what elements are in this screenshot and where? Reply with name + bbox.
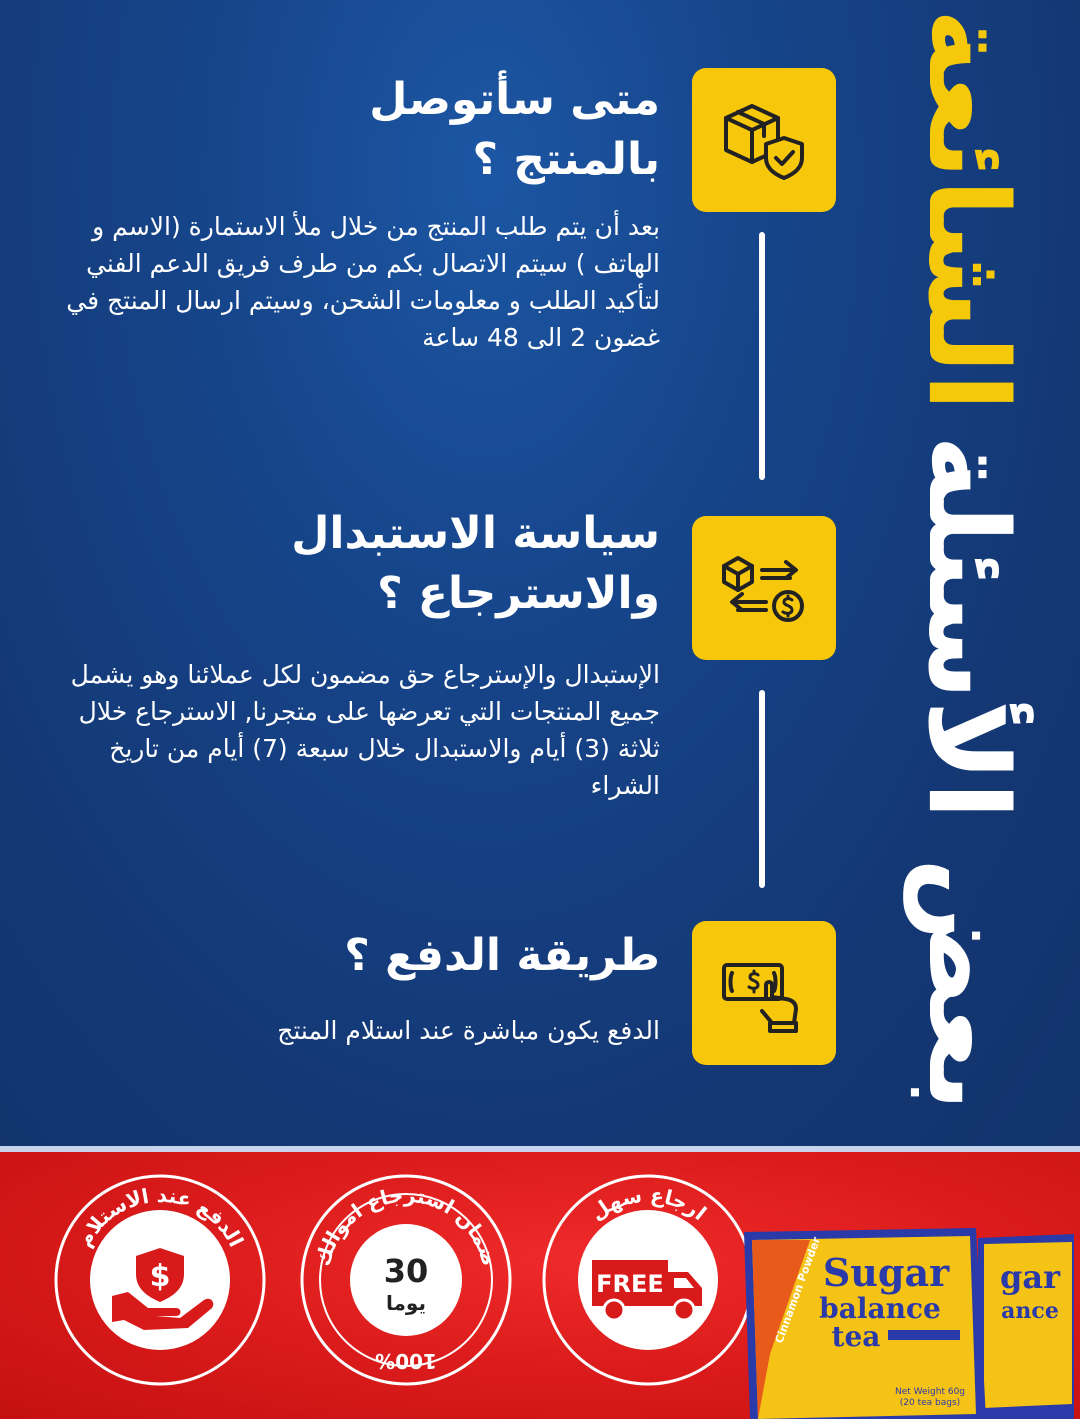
question-line: والاسترجاع ؟ xyxy=(377,568,660,619)
badge-arc-text: ارجاع سهل xyxy=(585,1182,712,1226)
svg-text:$: $ xyxy=(149,1259,171,1294)
connector-line xyxy=(759,232,765,480)
svg-text:gar: gar xyxy=(1000,1258,1060,1296)
faq-icon-box xyxy=(692,516,836,660)
badge-cash-on-delivery xyxy=(52,1172,268,1388)
faq-question xyxy=(100,70,660,190)
badge-days-number: 30 xyxy=(383,1252,429,1290)
badge-free-label: FREE xyxy=(596,1270,664,1298)
title-part1: بعض الأسئلة xyxy=(904,435,1032,1112)
product-name-line1: Sugar xyxy=(822,1250,950,1295)
product-box-back xyxy=(978,1234,1074,1419)
product-image xyxy=(740,1224,1080,1419)
svg-text:ance: ance xyxy=(1001,1298,1059,1324)
box-shield-icon xyxy=(716,92,812,188)
exchange-icon xyxy=(716,540,812,636)
product-name-line2: balance xyxy=(819,1292,941,1325)
faq-icon-box xyxy=(692,68,836,212)
faq-question xyxy=(100,926,660,986)
badge-money-back xyxy=(298,1172,514,1388)
faq-answer: بعد أن يتم طلب المنتج من خلال ملأ الاستمارة (الاسم و الهاتف ) سيتم الاتصال بكم من طرف فريق الدعم الفني لتأكيد الطلب و معلومات الشحن، وسيتم ارسال المنتج في غضون 2 الى 48 ساعة xyxy=(66,212,660,352)
faq-answer: الإستبدال والإسترجاع حق مضمون لكل عملائنا وهو يشمل جميع المنتجات التي تعرضها على متجرنا, الاسترجاع خلال ثلاثة (3) أيام والاستبدال خلال سبعة (7) أيام من تاريخ الشراء xyxy=(70,660,660,800)
faq-question xyxy=(100,504,660,624)
question-line: بالمنتج ؟ xyxy=(472,134,660,185)
product-side-label: Cinnamon Powder xyxy=(772,1235,824,1346)
badge-days-label: يوما xyxy=(386,1291,426,1315)
badge-percent: 100% xyxy=(375,1349,437,1373)
product-weight: Net Weight 60g xyxy=(894,1387,966,1397)
faq-icon-box xyxy=(692,921,836,1065)
product-name-line3: tea xyxy=(831,1320,881,1353)
badge-arc-text: ضمان استرجاع اموالك xyxy=(310,1182,502,1269)
product-bags: (20 tea bags) xyxy=(899,1398,961,1408)
title-part2: الشائعة xyxy=(904,8,1032,412)
faq-answer: الدفع يكون مباشرة عند استلام المنتج xyxy=(277,1016,660,1045)
question-line: سياسة الاستبدال xyxy=(291,508,660,559)
product-box-front xyxy=(744,1228,986,1419)
badge-arc-text: الدفع عند الاستلام xyxy=(71,1182,249,1251)
cash-hand-icon xyxy=(716,945,812,1041)
connector-line xyxy=(759,690,765,888)
question-line: متى سأتوصل xyxy=(369,74,660,125)
badge-easy-return xyxy=(540,1172,756,1388)
page-title xyxy=(888,8,1048,1112)
question-line: طريقة الدفع ؟ xyxy=(344,930,660,981)
